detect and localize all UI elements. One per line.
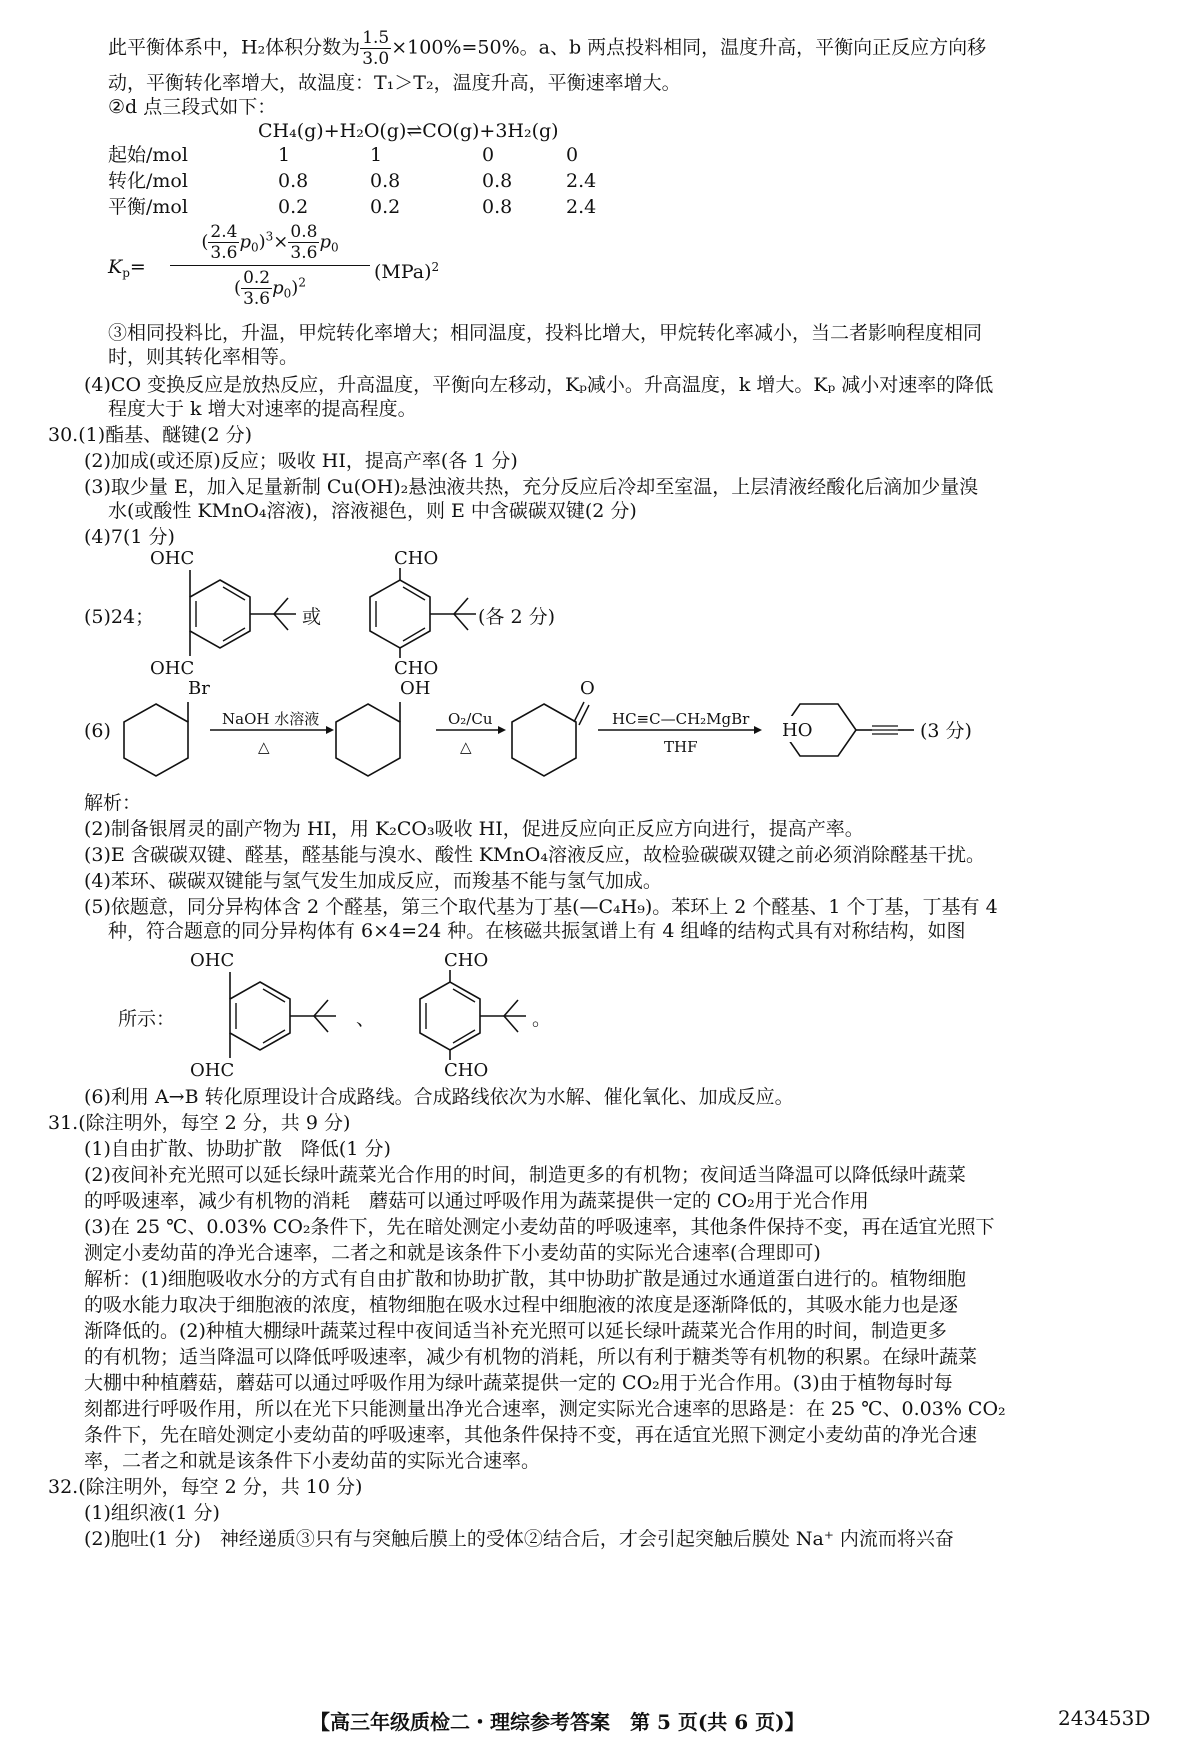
table-row [108, 142, 596, 168]
text-line: 水(或酸性 KMnO₄溶液)，溶液褪色，则 E 中含碳碳双键(2 分) [108, 500, 637, 522]
text-line: (2)胞吐(1 分) 神经递质③只有与突触后膜上的受体②结合后，才会引起突触后膜处 Na⁺ 内流而将兴奋 [84, 1528, 954, 1550]
table-cell: 0 [482, 144, 495, 166]
aldehyde-label: OHC [190, 1060, 235, 1081]
aldehyde-label: CHO [394, 548, 439, 569]
oxygen-label: O [580, 678, 595, 699]
text-line: (各 2 分) [478, 606, 555, 628]
table-cell: 2.4 [566, 196, 597, 218]
hydroxyl-label: HO [782, 720, 813, 741]
fraction-numerator: 1.5 [362, 28, 390, 48]
text-line: (5)依题意，同分异构体含 2 个醛基，第三个取代基为丁基(—C₄H₉)。苯环上 2 个醛基、1 个丁基，丁基有 4 [84, 896, 998, 918]
fraction [360, 28, 391, 69]
isomer-structure-3 [190, 946, 360, 1082]
table-cell: 1 [370, 144, 383, 166]
text-line: (3 分) [920, 720, 972, 742]
page-footer: 【高三年级质检二・理综参考答案 第 5 页(共 6 页)】 [310, 1710, 805, 1734]
table-cell: 0.2 [370, 196, 401, 218]
text-line: ②d 点三段式如下： [108, 96, 277, 118]
kp-numerator: ( $\frac{2.4}{3.6}$ $p_0)^3\times$ $\frac{0.8}{3.6}$ $p_0$ [170, 222, 370, 266]
text-line: 程度大于 k 增大对速率的提高程度。 [108, 398, 417, 420]
aldehyde-label: OHC [190, 950, 235, 971]
document-code: 243453D [1058, 1706, 1151, 1730]
text-line: 大棚中种植蘑菇，蘑菇可以通过呼吸作用为绿叶蔬菜提供一定的 CO₂用于光合作用。(3)由于植物每时每 [84, 1372, 953, 1394]
three-stage-table [108, 142, 596, 220]
text-line: (1)自由扩散、协助扩散 降低(1 分) [84, 1138, 391, 1160]
table-cell: 0.8 [370, 170, 401, 192]
table-cell: 0.8 [482, 170, 513, 192]
text-line: (5)24； [84, 606, 155, 628]
table-cell: 转化/mol [108, 170, 188, 192]
reagent-label: NaOH 水溶液 [222, 710, 320, 728]
text-line: 。 [532, 1008, 552, 1030]
aldehyde-label: CHO [444, 1060, 489, 1081]
text-line: (1)组织液(1 分) [84, 1502, 220, 1524]
kp-subscript: p [122, 266, 130, 280]
text-line [108, 28, 986, 69]
table-cell: 0.2 [278, 196, 309, 218]
text-line: (3)在 25 ℃、0.03% CO₂条件下，先在暗处测定小麦幼苗的呼吸速率，其他条件保持不变，再在适宜光照下 [84, 1216, 995, 1238]
pressure-symbol: p [239, 231, 251, 253]
text-segment: ×100%=50%。a、b 两点投料相同，温度升高，平衡向正反应方向移 [391, 36, 987, 59]
fraction-denominator: 3.6 [290, 243, 318, 263]
fraction-denominator: 3.6 [243, 289, 271, 309]
isomer-structure-1 [150, 544, 320, 680]
pressure-subscript: 0 [250, 240, 259, 255]
table-cell: 2.4 [566, 170, 597, 192]
text-line: 的有机物；适当降温可以降低呼吸速率，减少有机物的消耗，所以有利于糖类等有机物的积累。在绿叶蔬菜 [84, 1346, 978, 1368]
fraction-numerator: 0.2 [243, 268, 271, 288]
kp-expression [108, 222, 468, 312]
bromine-label: Br [188, 678, 210, 699]
kp-unit: (MPa)$^2$ [374, 260, 440, 283]
fraction-denominator: 3.6 [210, 243, 238, 263]
table-row [108, 168, 596, 194]
text-line: 解析：(1)细胞吸收水分的方式有自由扩散和协助扩散，其中协助扩散是通过水通道蛋白进行的。植物细胞 [84, 1268, 966, 1290]
text-line: 的吸水能力取决于细胞液的浓度，植物细胞在吸水过程中细胞液的浓度是逐渐降低的，其吸水能力也是逐 [84, 1294, 959, 1316]
isomer-structure-2 [330, 544, 500, 680]
fraction-numerator: 0.8 [290, 222, 318, 242]
text-line: (4)7(1 分) [84, 526, 175, 548]
text-line: (2)制备银屑灵的副产物为 HI，用 K₂CO₃吸收 HI，促进反应向正反应方向进行，提高产率。 [84, 818, 864, 840]
table-cell: 0 [566, 144, 579, 166]
pressure-subscript: 0 [283, 286, 292, 301]
text-line: 解析： [84, 792, 142, 814]
text-line: (2)夜间补充光照可以延长绿叶蔬菜光合作用的时间，制造更多的有机物；夜间适当降温可以降低绿叶蔬菜 [84, 1164, 966, 1186]
pressure-symbol: p [319, 231, 331, 253]
text-line: 、 [356, 1008, 376, 1030]
isomer-structure-4 [380, 946, 550, 1082]
reaction-equation: CH₄(g)+H₂O(g)⇌CO(g)+3H₂(g) [258, 120, 559, 142]
table-cell: 起始/mol [108, 144, 188, 166]
text-line: (2)加成(或还原)反应；吸收 HI，提高产率(各 1 分) [84, 450, 518, 472]
question-heading: 31.(除注明外，每空 2 分，共 9 分) [48, 1112, 351, 1134]
fraction-numerator: 2.4 [210, 222, 238, 242]
condition-label: THF [664, 738, 698, 756]
table-cell: 0.8 [278, 170, 309, 192]
text-line: 渐降低的。(2)种植大棚绿叶蔬菜过程中夜间适当补充光照可以延长绿叶蔬菜光合作用的时间，制造更多 [84, 1320, 947, 1342]
aldehyde-label: OHC [150, 658, 195, 679]
aldehyde-label: CHO [394, 658, 439, 679]
text-line: (3)E 含碳碳双键、醛基，醛基能与溴水、酸性 KMnO₄溶液反应，故检验碳碳双键之前必须消除醛基干扰。 [84, 844, 985, 866]
aldehyde-label: OHC [150, 548, 195, 569]
text-line: 率，二者之和就是该条件下小麦幼苗的实际光合速率。 [84, 1450, 541, 1472]
hydroxyl-label: OH [400, 678, 431, 699]
synthesis-route [118, 676, 1048, 786]
text-segment: 此平衡体系中，H₂体积分数为 [108, 36, 361, 59]
text-line: (6)利用 A→B 转化原理设计合成路线。合成路线依次为水解、催化氧化、加成反应。 [84, 1086, 794, 1108]
question-heading: 30.(1)酯基、醚键(2 分) [48, 424, 253, 446]
pressure-subscript: 0 [330, 240, 339, 255]
text-line: 动，平衡转化率增大，故温度：T₁＞T₂，温度升高，平衡速率增大。 [108, 72, 681, 94]
text-line: 种，符合题意的同分异构体有 6×4=24 种。在核磁共振氢谱上有 4 组峰的结构式具有对称结构，如图 [108, 920, 966, 942]
text-line: 测定小麦幼苗的净光合速率，二者之和就是该条件下小麦幼苗的实际光合速率(合理即可) [84, 1242, 821, 1264]
text-line: 刻都进行呼吸作用，所以在光下只能测量出净光合速率，测定实际光合速率的思路是：在 25 ℃、0.03% CO₂ [84, 1398, 1006, 1420]
condition-label: △ [460, 738, 472, 756]
text-line: 的呼吸速率，减少有机物的消耗 蘑菇可以通过呼吸作用为蔬菜提供一定的 CO₂用于光合作用 [84, 1190, 869, 1212]
table-cell: 0.8 [482, 196, 513, 218]
pressure-symbol: p [272, 277, 284, 299]
table-row [108, 194, 596, 220]
kp-symbol: K [108, 256, 123, 278]
text-line: ③相同投料比，升温，甲烷转化率增大；相同温度，投料比增大，甲烷转化率减小，当二者影响程度相同 [108, 322, 983, 344]
text-line: (4)CO 变换反应是放热反应，升高温度，平衡向左移动，Kₚ减小。升高温度，k 增大。Kₚ 减小对速率的降低 [84, 374, 994, 396]
reagent-label: HC≡C—CH₂MgBr [612, 710, 750, 728]
condition-label: △ [258, 738, 270, 756]
text-line: (3)取少量 E，加入足量新制 Cu(OH)₂悬浊液共热，充分反应后冷却至室温，上层清液经酸化后滴加少量溴 [84, 476, 979, 498]
text-line: 或 [302, 606, 322, 628]
text-line: (6) [84, 720, 111, 742]
text-line: 时，则其转化率相等。 [108, 346, 299, 368]
table-cell: 1 [278, 144, 291, 166]
fraction-denominator: 3.0 [362, 49, 390, 69]
reagent-label: O₂/Cu [448, 710, 493, 728]
kp-denominator: ( $\frac{0.2}{3.6}$ $p_0)^2$ [234, 268, 306, 309]
question-heading: 32.(除注明外，每空 2 分，共 10 分) [48, 1476, 363, 1498]
table-cell: 平衡/mol [108, 196, 188, 218]
aldehyde-label: CHO [444, 950, 489, 971]
text-line: 所示： [118, 1008, 176, 1030]
unit-text: (MPa) [374, 261, 432, 283]
text-line: 条件下，先在暗处测定小麦幼苗的呼吸速率，其他条件保持不变，再在适宜光照下测定小麦幼苗的净光合速 [84, 1424, 978, 1446]
kp-fraction [170, 222, 370, 309]
text-line: (4)苯环、碳碳双键能与氢气发生加成反应，而羧基不能与氢气加成。 [84, 870, 662, 892]
kp-lhs: $K_p=$ [108, 256, 146, 280]
